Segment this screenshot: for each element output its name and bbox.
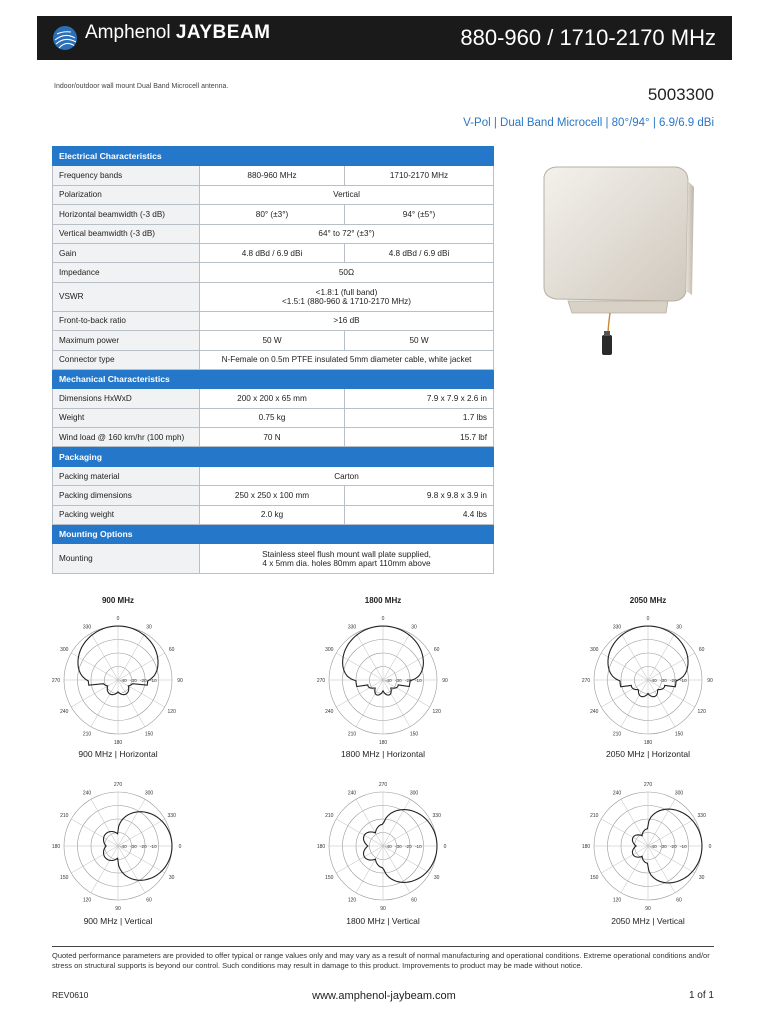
table-row: Mounting Stainless steel flush mount wall plate supplied, 4 x 5mm dia. holes 80mm apart 110mm above [53,544,494,574]
section-header-packaging: Packaging [53,447,494,466]
pattern-title-1800: 1800 MHz [364,596,402,605]
angle-tick-label: 30 [676,624,682,631]
angle-tick-label: 240 [82,790,92,797]
brand-light: Amphenol [85,22,171,43]
angle-tick-label: 120 [612,897,622,904]
angle-tick-label: 90 [380,906,386,912]
angle-tick-label: 180 [51,844,61,850]
polar-chart [315,778,451,914]
table-row: Impedance 50Ω [53,263,494,282]
angle-tick-label: 60 [146,897,152,904]
amphenol-globe-icon [53,26,77,50]
angle-tick-label: 90 [645,906,651,912]
spec-table [52,146,494,574]
table-row: VSWR <1.8:1 (full band) <1.5:1 (880-960 & 1710-2170 MHz) [53,282,494,311]
angle-tick-label: 330 [82,624,92,631]
angle-tick-label: 90 [442,678,448,684]
pattern-title-900: 900 MHz [101,596,134,605]
angle-tick-label: 300 [674,790,684,797]
ring-label: -10 [415,844,422,849]
table-row: Dimensions HxWxD 200 x 200 x 65 mm 7.9 x 7.9 x 2.6 in [53,389,494,408]
angle-tick-label: 240 [325,709,334,715]
angle-tick-label: 300 [590,647,599,653]
ring-label: -30 [660,678,667,683]
ring-label: -40 [385,844,392,849]
angle-tick-label: 330 [612,624,622,631]
polar-chart [315,612,451,748]
header-bar [37,16,732,60]
ring-label: -10 [150,678,157,683]
antenna-product-image [538,163,698,373]
angle-tick-label: 30 [698,875,705,881]
section-header-mechanical: Mechanical Characteristics [53,369,494,388]
polar-chart [50,778,186,914]
angle-tick-label: 270 [316,678,326,684]
table-row: Packing weight 2.0 kg 4.4 lbs [53,505,494,524]
table-row: Vertical beamwidth (-3 dB) 64° to 72° (±3°) [53,224,494,243]
angle-tick-label: 270 [378,782,388,788]
feature-summary: V-Pol | Dual Band Microcell | 80°/94° | 6.9/6.9 dBi [463,117,714,129]
pattern-caption: 2050 MHz | Vertical [611,916,685,926]
ring-label: -20 [405,844,412,849]
pattern-caption: 1800 MHz | Vertical [346,916,420,926]
product-description: Indoor/outdoor wall mount Dual Band Microcell antenna. [54,83,229,90]
angle-tick-label: 150 [590,875,599,881]
table-row: Packing material Carton [53,466,494,485]
angle-tick-label: 210 [612,731,622,738]
angle-tick-label: 120 [697,709,706,715]
angle-tick-label: 60 [433,647,440,653]
footer-divider [52,946,714,947]
pattern-caption: 2050 MHz | Horizontal [606,749,690,759]
angle-tick-label: 150 [674,731,684,738]
revision-code: REV0610 [52,990,89,1000]
pattern-caption: 900 MHz | Vertical [83,916,153,926]
angle-tick-label: 30 [146,624,152,631]
pattern-caption: 900 MHz | Horizontal [78,749,158,759]
table-row: Gain 4.8 dBd / 6.9 dBi 4.8 dBd / 6.9 dBi [53,243,494,262]
table-row: Weight 0.75 kg 1.7 lbs [53,408,494,427]
angle-tick-label: 270 [643,782,653,788]
ring-label: -30 [395,844,402,849]
ring-label: -20 [670,844,677,849]
angle-tick-label: 30 [168,875,175,881]
angle-tick-label: 150 [409,731,419,738]
ring-label: -20 [140,844,147,849]
angle-tick-label: 150 [144,731,154,738]
ring-label: -30 [130,678,137,683]
angle-tick-label: 180 [581,844,591,850]
disclaimer-text: Quoted performance parameters are provided to offer typical or range values only and may vary as a result of normal manufacturing and operational conditions. Extreme operational conditions and/or stress on structural supports is beyond our control. Such conditions may result in damage to this product. Improvements to product may be made without notice. [52,951,710,970]
angle-tick-label: 0 [443,844,447,850]
angle-tick-label: 330 [697,813,706,819]
table-row: Front-to-back ratio >16 dB [53,311,494,330]
table-row: Packing dimensions 250 x 250 x 100 mm 9.8 x 9.8 x 3.9 in [53,486,494,505]
angle-tick-label: 300 [409,790,419,797]
ring-label: -20 [405,678,412,683]
angle-tick-label: 0 [116,616,120,622]
pattern-caption: 1800 MHz | Horizontal [341,749,425,759]
angle-tick-label: 120 [167,709,176,715]
page-number: 1 of 1 [688,990,714,1001]
angle-tick-label: 210 [60,813,69,819]
angle-tick-label: 330 [347,624,357,631]
angle-tick-label: 210 [82,731,92,738]
section-header-electrical: Electrical Characteristics [53,147,494,166]
table-row: Polarization Vertical [53,185,494,204]
angle-tick-label: 0 [708,844,712,850]
header-title: 880-960 / 1710-2170 MHz [460,25,716,50]
table-row: Frequency bands 880-960 MHz 1710-2170 MHz [53,166,494,185]
angle-tick-label: 30 [433,875,440,881]
angle-tick-label: 0 [178,844,182,850]
ring-label: -30 [660,844,667,849]
angle-tick-label: 60 [676,897,682,904]
angle-tick-label: 120 [82,897,92,904]
angle-tick-label: 270 [113,782,123,788]
ring-label: -10 [680,678,687,683]
ring-label: -30 [395,678,402,683]
table-row: Connector type N-Female on 0.5m PTFE insulated 5mm diameter cable, white jacket [53,350,494,369]
brand-bold: JAYBEAM [175,22,271,43]
angle-tick-label: 90 [177,678,183,684]
angle-tick-label: 180 [316,844,326,850]
angle-tick-label: 300 [144,790,154,797]
angle-tick-label: 180 [113,740,123,746]
angle-tick-label: 150 [325,875,334,881]
angle-tick-label: 240 [60,709,69,715]
angle-tick-label: 270 [581,678,591,684]
pattern-title-2050: 2050 MHz [629,596,667,605]
section-header-mounting: Mounting Options [53,525,494,544]
ring-label: -40 [120,844,127,849]
ring-label: -20 [140,678,147,683]
angle-tick-label: 210 [325,813,334,819]
angle-tick-label: 30 [411,624,417,631]
angle-tick-label: 210 [347,731,357,738]
angle-tick-label: 300 [325,647,334,653]
ring-label: -40 [120,678,127,683]
ring-label: -40 [650,678,657,683]
angle-tick-label: 330 [432,813,441,819]
angle-tick-label: 90 [707,678,713,684]
model-number: 5003300 [647,85,714,104]
ring-label: -10 [150,844,157,849]
angle-tick-label: 180 [643,740,653,746]
angle-tick-label: 120 [432,709,441,715]
website-link[interactable]: www.amphenol-jaybeam.com [312,990,456,1002]
table-row: Horizontal beamwidth (-3 dB) 80° (±3°) 94° (±5°) [53,205,494,224]
ring-label: -20 [670,678,677,683]
angle-tick-label: 60 [168,647,175,653]
angle-tick-label: 330 [167,813,176,819]
angle-tick-label: 270 [51,678,61,684]
ring-label: -30 [130,844,137,849]
angle-tick-label: 150 [60,875,69,881]
angle-tick-label: 240 [590,709,599,715]
angle-tick-label: 0 [381,616,385,622]
polar-chart [50,612,186,748]
angle-tick-label: 300 [60,647,69,653]
angle-tick-label: 120 [347,897,357,904]
angle-tick-label: 90 [115,906,121,912]
ring-label: -40 [385,678,392,683]
ring-label: -10 [680,844,687,849]
angle-tick-label: 60 [411,897,417,904]
angle-tick-label: 0 [646,616,650,622]
brand-logo [85,22,271,44]
table-row: Wind load @ 160 km/hr (100 mph) 70 N 15.7 lbf [53,428,494,447]
ring-label: -40 [650,844,657,849]
angle-tick-label: 210 [590,813,599,819]
table-row: Maximum power 50 W 50 W [53,331,494,350]
angle-tick-label: 240 [347,790,357,797]
ring-label: -10 [415,678,422,683]
polar-chart [580,778,716,914]
angle-tick-label: 180 [378,740,388,746]
angle-tick-label: 60 [698,647,705,653]
polar-chart [580,612,716,748]
angle-tick-label: 240 [612,790,622,797]
